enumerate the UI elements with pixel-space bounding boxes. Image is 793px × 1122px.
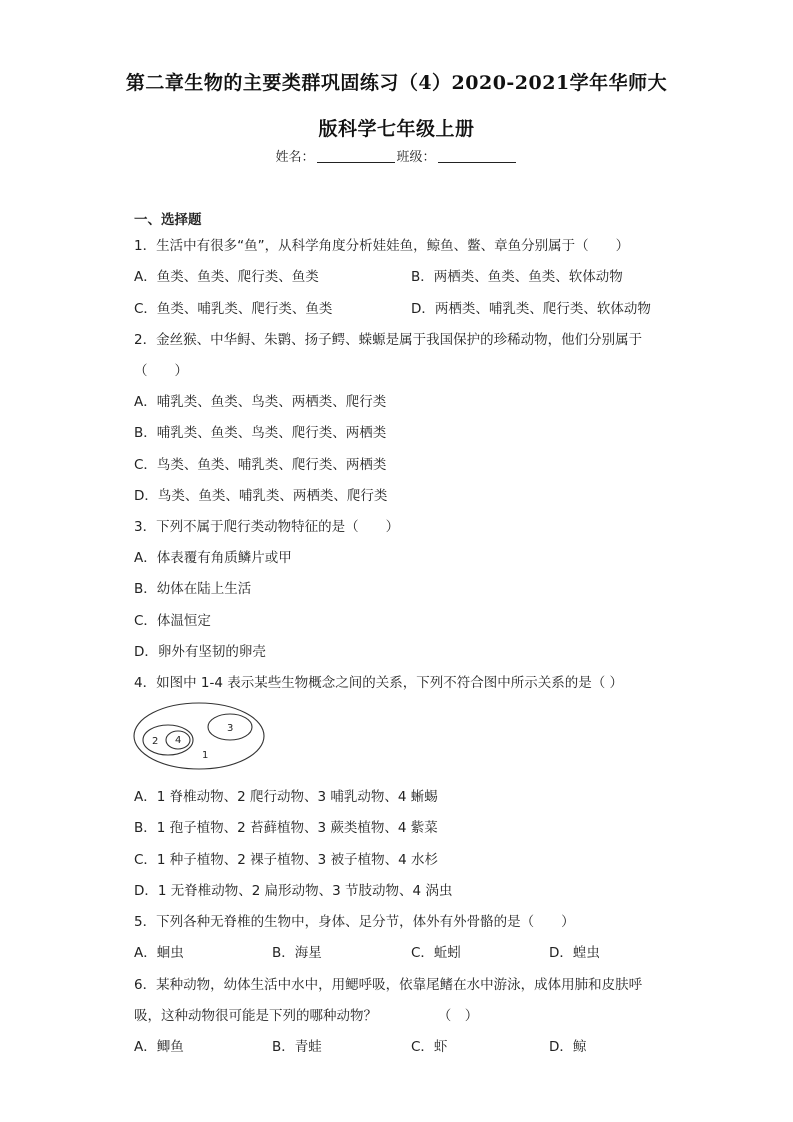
question-6-option-c: C．虾 (411, 1039, 448, 1055)
question-6-option-b: B．青蛙 (272, 1039, 322, 1055)
question-5-stem: 5．下列各种无脊椎的生物中，身体、足分节，体外有外骨骼的是（ ） (134, 914, 575, 930)
section-heading: 一、选择题 (134, 212, 202, 228)
question-1-option-d: D．两栖类、哺乳类、爬行类、软体动物 (411, 301, 651, 317)
concept-relationship-diagram (132, 700, 268, 772)
question-3-option-c: C．体温恒定 (134, 613, 211, 629)
class-label: 班级： (396, 150, 436, 165)
question-4-option-b: B．1 孢子植物、2 苔藓植物、3 蕨类植物、4 紫菜 (134, 820, 438, 836)
question-6-option-a: A．鲫鱼 (134, 1039, 184, 1055)
name-label: 姓名： (275, 150, 315, 165)
ellipse-2 (143, 725, 193, 755)
student-info (0, 146, 793, 165)
question-5-option-c: C．蚯蚓 (411, 945, 461, 961)
question-6-stem-line1: 6．某种动物，幼体生活中水中，用鳃呼吸，依靠尾鳍在水中游泳，成体用肺和皮肤呼 (134, 977, 643, 993)
document-title-line1: 第二章生物的主要类群巩固练习（4）2020-2021学年华师大 (125, 72, 668, 94)
question-6-option-d: D．鲸 (549, 1039, 587, 1055)
question-5-option-b: B．海星 (272, 945, 322, 961)
question-4-option-d: D．1 无脊椎动物、2 扁形动物、3 节肢动物、4 涡虫 (134, 883, 453, 899)
question-1-option-a: A．鱼类、鱼类、爬行类、鱼类 (134, 269, 319, 285)
document-title-line2: 版科学七年级上册 (318, 118, 475, 140)
question-2-stem-line2: （ ） (134, 363, 188, 379)
name-blank[interactable] (317, 149, 395, 163)
question-2-option-a: A．哺乳类、鱼类、鸟类、两栖类、爬行类 (134, 394, 387, 410)
question-4-stem: 4．如图中 1-4 表示某些生物概念之间的关系，下列不符合图中所示关系的是（ ） (134, 675, 624, 691)
question-3-option-a: A．体表覆有角质鳞片或甲 (134, 550, 292, 566)
question-2-option-c: C．鸟类、鱼类、哺乳类、爬行类、两栖类 (134, 457, 387, 473)
class-blank[interactable] (438, 149, 516, 163)
label-1: 1 (202, 750, 209, 761)
question-4-option-a: A．1 脊椎动物、2 爬行动物、3 哺乳动物、4 蜥蜴 (134, 789, 438, 805)
question-3-option-b: B．幼体在陆上生活 (134, 581, 252, 597)
label-2: 2 (152, 736, 159, 747)
label-4: 4 (175, 735, 182, 746)
question-1-option-b: B．两栖类、鱼类、鱼类、软体动物 (411, 269, 623, 285)
question-6-stem-line2: 吸，这种动物很可能是下列的哪种动物？ （ ） (134, 1008, 479, 1024)
question-2-option-b: B．哺乳类、鱼类、鸟类、爬行类、两栖类 (134, 425, 387, 441)
label-3: 3 (227, 723, 234, 734)
question-3-option-d: D．卵外有坚韧的卵壳 (134, 644, 266, 660)
question-1-stem: 1．生活中有很多“鱼”，从科学角度分析娃娃鱼，鲸鱼、鳖、章鱼分别属于（ ） (134, 238, 630, 254)
question-5-option-d: D．蝗虫 (549, 945, 600, 961)
question-1-option-c: C．鱼类、哺乳类、爬行类、鱼类 (134, 301, 333, 317)
question-3-stem: 3．下列不属于爬行类动物特征的是（ ） (134, 519, 400, 535)
question-5-option-a: A．蛔虫 (134, 945, 184, 961)
question-2-option-d: D．鸟类、鱼类、哺乳类、两栖类、爬行类 (134, 488, 388, 504)
question-2-stem-line1: 2．金丝猴、中华鲟、朱鹮、扬子鳄、蝾螈是属于我国保护的珍稀动物，他们分别属于 (134, 332, 643, 348)
question-4-option-c: C．1 种子植物、2 裸子植物、3 被子植物、4 水杉 (134, 852, 438, 868)
